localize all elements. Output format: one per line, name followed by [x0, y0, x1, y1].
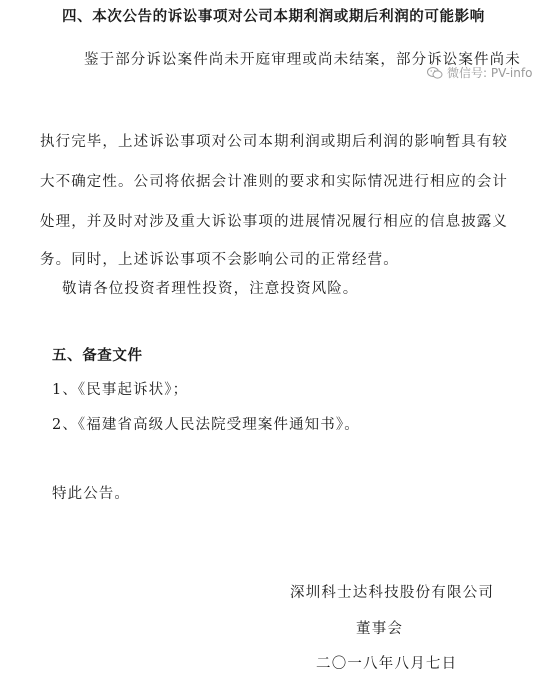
watermark-text: 微信号: PV-info	[447, 66, 533, 80]
reference-document-1: 1、《民事起诉状》；	[52, 382, 189, 398]
closing-statement: 特此公告。	[52, 486, 130, 502]
section-5-heading: 五、备查文件	[52, 348, 143, 364]
wechat-icon	[427, 66, 443, 80]
investment-reminder: 敬请各位投资者理性投资，注意投资风险。	[62, 281, 359, 297]
reference-document-2: 2、《福建省高级人民法院受理案件通知书》。	[52, 417, 360, 433]
section-4-paragraph-line-3: 大不确定性。公司将依据会计准则的要求和实际情况进行相应的会计	[40, 174, 508, 190]
wechat-watermark	[427, 64, 532, 81]
section-4-paragraph-line-1: 鉴于部分诉讼案件尚未开庭审理或尚未结案，部分诉讼案件尚未	[84, 52, 521, 68]
section-4-paragraph-line-5: 务。同时，上述诉讼事项不会影响公司的正常经营。	[40, 252, 399, 268]
section-4-paragraph-line-2: 执行完毕，上述诉讼事项对公司本期利润或期后利润的影响暂具有较	[40, 134, 508, 150]
section-4-paragraph-line-4: 处理，并及时对涉及重大诉讼事项的进展情况履行相应的信息披露义	[40, 214, 508, 230]
signature-board: 董事会	[356, 621, 404, 637]
section-4-heading: 四、本次公告的诉讼事项对公司本期利润或期后利润的可能影响	[62, 9, 485, 25]
signature-company: 深圳科士达科技股份有限公司	[290, 585, 495, 601]
signature-date: 二〇一八年八月七日	[316, 656, 458, 672]
